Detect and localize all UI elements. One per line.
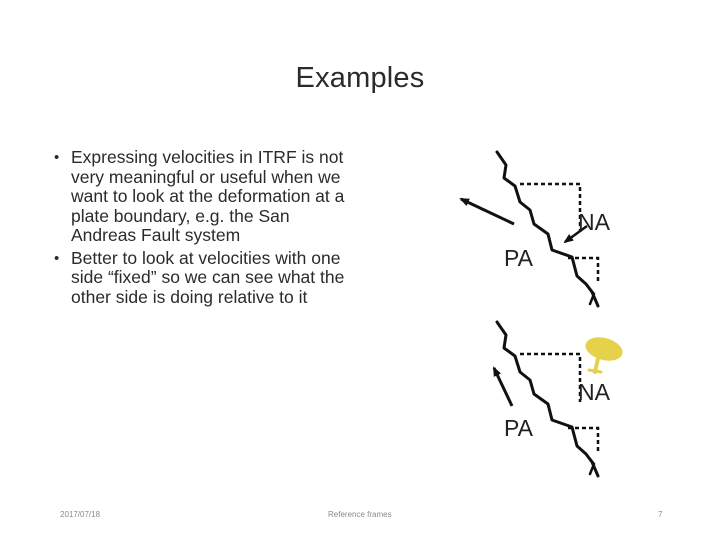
- plate-boundary-diagrams: [440, 140, 700, 480]
- footer-title: Reference frames: [328, 510, 392, 519]
- footer-date: 2017/07/18: [60, 510, 101, 519]
- fault-branch: [586, 454, 594, 474]
- fault-branch: [586, 284, 594, 304]
- bullet-item: [52, 148, 352, 246]
- bullet-text: Expressing velocities in ITRF is not very meaningful or useful when we want to look at the deformation at a plate boundary, e.g. the San Andreas Fault system: [71, 147, 345, 245]
- plate-label-na: NA: [578, 209, 610, 235]
- pacific-plate-velocity-arrow: [461, 199, 514, 224]
- bullet-text: Better to look at velocities with one side “fixed” so we can see what the other side is doing relative to it: [71, 247, 345, 307]
- bullet-item: [52, 249, 352, 308]
- top-diagram: [461, 152, 611, 306]
- plate-label-pa: PA: [504, 245, 533, 271]
- bottom-diagram: [494, 322, 625, 476]
- bullet-list: [52, 148, 352, 310]
- plate-label-pa: PA: [504, 415, 533, 441]
- slide-title: Examples: [295, 62, 425, 94]
- fixed-plate-pin-icon: [583, 333, 625, 372]
- bullet-icon: •: [54, 249, 60, 267]
- plate-label-na: NA: [578, 379, 610, 405]
- bullet-icon: •: [54, 149, 60, 166]
- footer-page-number: 7: [658, 510, 663, 519]
- pacific-plate-relative-velocity-arrow: [494, 368, 512, 406]
